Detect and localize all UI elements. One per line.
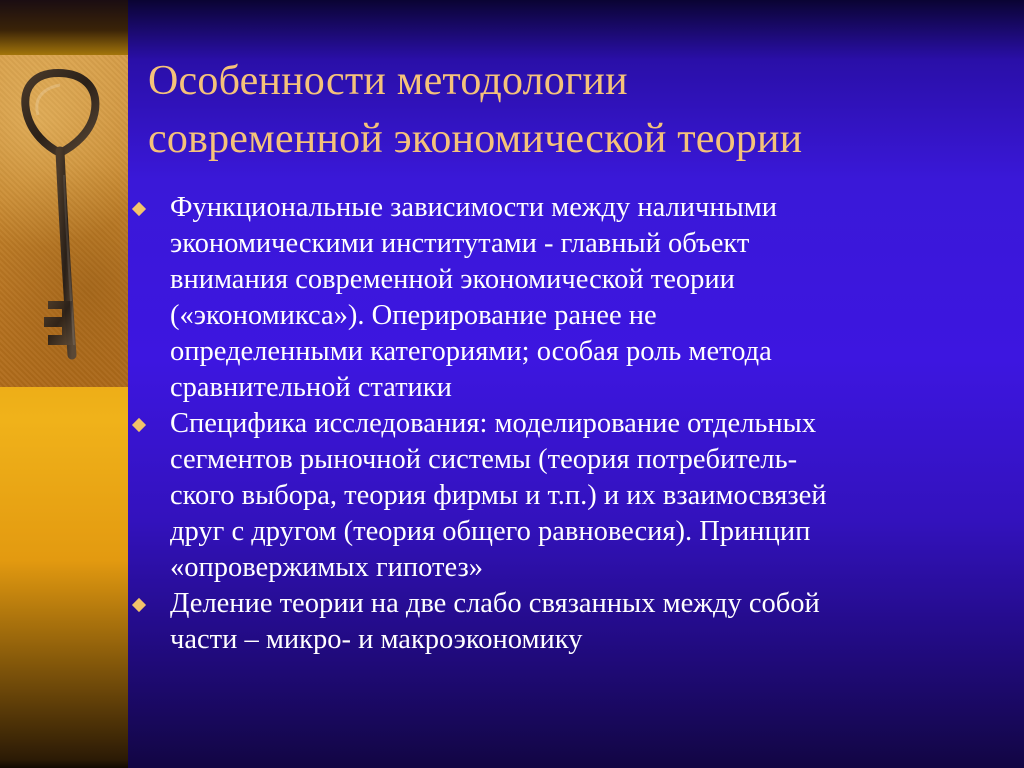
bullet-3 [132, 586, 992, 658]
bullet-2-line-2: сегментов рыночной системы (теория потребитель- [170, 444, 798, 475]
title-line-2: современной экономической теории [148, 116, 803, 162]
diamond-bullet-icon [132, 598, 146, 612]
bullet-2-line-3: ского выбора, теория фирмы и т.п.) и их взаимосвязей [170, 480, 827, 511]
bullet-1-line-6: сравнительной статики [170, 372, 452, 403]
bullet-3-line-1: Деление теории на две слабо связанных между собой [170, 588, 820, 619]
bullet-2 [132, 406, 992, 586]
bullet-2-line-5: «опровержимых гипотез» [170, 552, 483, 583]
bullet-1-line-5: определенными категориями; особая роль метода [170, 336, 772, 367]
bullet-1-line-1: Функциональные зависимости между наличными [170, 192, 778, 223]
diamond-bullet-icon [132, 202, 146, 216]
title-line-1: Особенности методологии [148, 58, 628, 104]
bullet-1-line-3: внимания современной экономической теории [170, 264, 735, 295]
bullet-2-line-1: Специфика исследования: моделирование отдельных [170, 408, 817, 439]
bullet-1-line-2: экономическими институтами - главный объект [170, 228, 750, 259]
bullet-1-line-4: («экономикса»). Оперирование ранее не [170, 300, 657, 331]
key-photo [0, 55, 128, 387]
key-icon [0, 55, 128, 387]
bullet-list [132, 190, 992, 658]
diamond-bullet-icon [132, 418, 146, 432]
bullet-1 [132, 190, 992, 406]
bullet-2-line-4: друг с другом (теория общего равновесия). Принцип [170, 516, 811, 547]
slide-title [148, 52, 1008, 168]
bullet-3-line-2: части – микро- и макроэкономику [170, 624, 583, 655]
